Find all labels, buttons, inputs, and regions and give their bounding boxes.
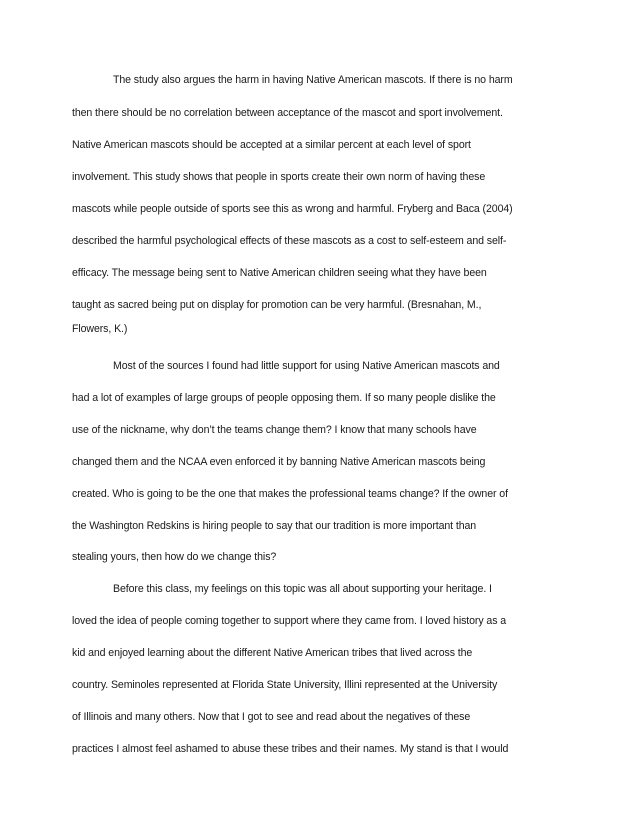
- text-line: kid and enjoyed learning about the different Native American tribes that lived across the: [72, 647, 473, 659]
- text-line: The study also argues the harm in having Native American mascots. If there is no harm: [113, 74, 513, 86]
- text-line: taught as sacred being put on display for promotion can be very harmful. (Bresnahan, M.,: [72, 299, 482, 311]
- text-line: of Illinois and many others. Now that I got to see and read about the negatives of these: [72, 711, 471, 723]
- text-line: then there should be no correlation between acceptance of the mascot and sport involvement.: [72, 107, 503, 119]
- text-line: mascots while people outside of sports see this as wrong and harmful. Fryberg and Baca (2004): [72, 203, 513, 215]
- text-line: described the harmful psychological effects of these mascots as a cost to self-esteem and self-: [72, 235, 507, 247]
- text-line: Most of the sources I found had little support for using Native American mascots and: [113, 360, 500, 372]
- text-line: practices I almost feel ashamed to abuse these tribes and their names. My stand is that I would: [72, 743, 509, 755]
- text-line: loved the idea of people coming together to support where they came from. I loved history as a: [72, 615, 507, 627]
- text-line: Native American mascots should be accepted at a similar percent at each level of sport: [72, 139, 471, 151]
- text-line: country. Seminoles represented at Florida State University, Illini represented at the University: [72, 679, 498, 691]
- text-line: stealing yours, then how do we change this?: [72, 551, 277, 563]
- text-line: involvement. This study shows that people in sports create their own norm of having these: [72, 171, 486, 183]
- text-line: created. Who is going to be the one that makes the professional teams change? If the owner of: [72, 488, 508, 500]
- text-line: the Washington Redskins is hiring people to say that our tradition is more important than: [72, 520, 477, 532]
- text-line: Before this class, my feelings on this topic was all about supporting your heritage. I: [113, 583, 492, 595]
- text-line: changed them and the NCAA even enforced it by banning Native American mascots being: [72, 456, 486, 468]
- text-line: Flowers, K.): [72, 323, 128, 335]
- text-line: efficacy. The message being sent to Native American children seeing what they have been: [72, 267, 487, 279]
- text-line: had a lot of examples of large groups of people opposing them. If so many people dislike the: [72, 392, 496, 404]
- text-line: use of the nickname, why don’t the teams change them? I know that many schools have: [72, 424, 477, 436]
